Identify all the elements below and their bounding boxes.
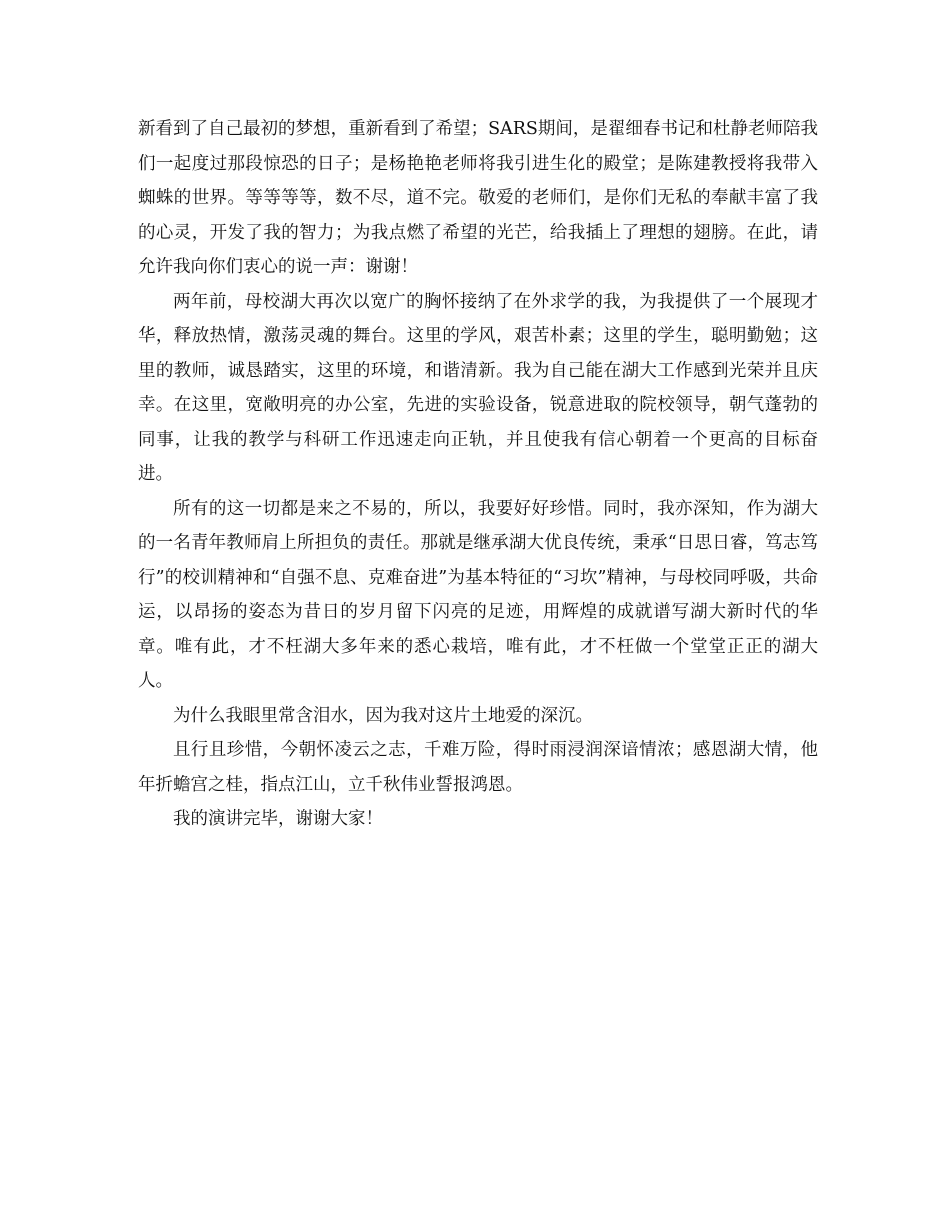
paragraph-closing: 我的演讲完毕，谢谢大家！	[173, 809, 383, 829]
document-page	[138, 112, 818, 837]
paragraph-responsibility: 所有的这一切都是来之不易的，所以，我要好好珍惜。同时，我亦深知，作为湖大的一名青年教师肩上所担负的责任。那就是继承湖大优良传统，秉承“日思日睿，笃志笃行”的校训精神和“自强不息、克难奋进”为基本特征的“习坎”精神，与母校同呼吸，共命运，以昂扬的姿态为昔日的岁月留下闪亮的足迹，用辉煌的成就谱写湖大新时代的华章。唯有此，才不枉湖大多年来的悉心栽培，唯有此，才不枉做一个堂堂正正的湖大人。	[138, 498, 818, 691]
paragraph-tears: 为什么我眼里常含泪水，因为我对这片土地爱的深沉。	[173, 705, 593, 726]
paragraph-continued: 新看到了自己最初的梦想，重新看到了希望；SARS期间，是翟细春书记和杜静老师陪我们一起度过那段惊恐的日子；是杨艳艳老师将我引进生化的殿堂；是陈建教授将我带入蜘蛛的世界。等等等等，数不尽，道不完。敬爱的老师们，是你们无私的奉献丰富了我的心灵，开发了我的智力；为我点燃了希望的光芒，给我插上了理想的翅膀。在此，请允许我向你们衷心的说一声：谢谢！	[138, 119, 818, 277]
paragraph-two-years-ago: 两年前，母校湖大再次以宽广的胸怀接纳了在外求学的我，为我提供了一个展现才华，释放热情，激荡灵魂的舞台。这里的学风，艰苦朴素；这里的学生，聪明勤勉；这里的教师，诚恳踏实，这里的环境，和谐清新。我为自己能在湖大工作感到光荣并且庆幸。在这里，宽敞明亮的办公室，先进的实验设备，锐意进取的院校领导，朝气蓬勃的同事，让我的教学与科研工作迅速走向正轨，并且使我有信心朝着一个更高的目标奋进。	[138, 291, 818, 484]
paragraph-cherish: 且行且珍惜，今朝怀凌云之志，千难万险，得时雨浸润深谙情浓；感恩湖大情，他年折蟾宫之桂，指点江山，立千秋伟业誓报鸿恩。	[138, 740, 818, 795]
